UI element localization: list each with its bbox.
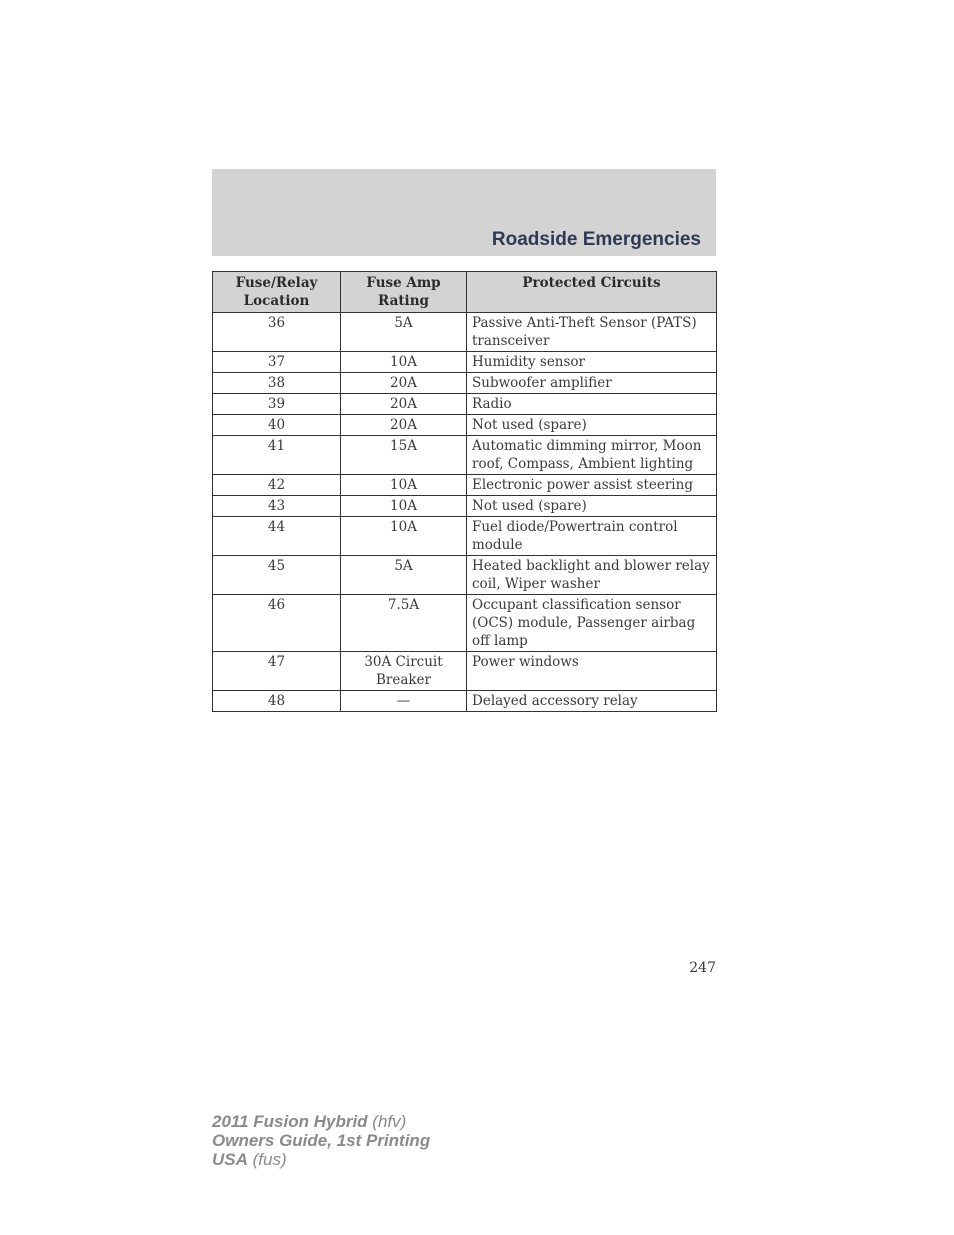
protected-circuits-cell: Not used (spare) (467, 415, 717, 436)
fuse-rating-cell: 15A (341, 436, 467, 475)
fuse-rating-cell: 10A (341, 475, 467, 496)
fuse-location-cell: 46 (213, 595, 341, 652)
fuse-location-cell: 48 (213, 691, 341, 712)
table-row (213, 556, 717, 595)
table-row (213, 436, 717, 475)
fuse-rating-cell: 10A (341, 517, 467, 556)
protected-circuits-cell: Subwoofer amplifier (467, 373, 717, 394)
table-header-row (213, 272, 717, 313)
fuse-rating-cell: 5A (341, 556, 467, 595)
footer-region: USA (212, 1150, 248, 1169)
footer-line-3 (212, 1150, 430, 1169)
fuse-location-cell: 44 (213, 517, 341, 556)
table-row (213, 352, 717, 373)
fuse-location-cell: 43 (213, 496, 341, 517)
fuse-location-cell: 42 (213, 475, 341, 496)
footer-region-code: (fus) (252, 1150, 287, 1169)
protected-circuits-cell: Passive Anti-Theft Sensor (PATS) transceiver (467, 313, 717, 352)
fuse-rating-cell: 7.5A (341, 595, 467, 652)
table-row (213, 595, 717, 652)
table-row (213, 313, 717, 352)
footer-line-2 (212, 1131, 430, 1150)
fuse-location-cell: 36 (213, 313, 341, 352)
footer-model: 2011 Fusion Hybrid (212, 1112, 368, 1131)
table-body (213, 313, 717, 712)
protected-circuits-cell: Not used (spare) (467, 496, 717, 517)
fuse-rating-cell: — (341, 691, 467, 712)
column-header-rating: Fuse Amp Rating (341, 272, 467, 313)
protected-circuits-cell: Humidity sensor (467, 352, 717, 373)
protected-circuits-cell: Delayed accessory relay (467, 691, 717, 712)
protected-circuits-cell: Occupant classification sensor (OCS) module, Passenger airbag off lamp (467, 595, 717, 652)
footer-guide: Owners Guide, 1st Printing (212, 1131, 431, 1150)
protected-circuits-cell: Automatic dimming mirror, Moon roof, Compass, Ambient lighting (467, 436, 717, 475)
fuse-location-cell: 39 (213, 394, 341, 415)
fuse-rating-cell: 10A (341, 352, 467, 373)
fuse-rating-cell: 20A (341, 415, 467, 436)
protected-circuits-cell: Heated backlight and blower relay coil, Wiper washer (467, 556, 717, 595)
footer-model-code: (hfv) (372, 1112, 407, 1131)
fuse-location-cell: 47 (213, 652, 341, 691)
protected-circuits-cell: Electronic power assist steering (467, 475, 717, 496)
table-row (213, 373, 717, 394)
fuse-location-cell: 37 (213, 352, 341, 373)
table-row (213, 475, 717, 496)
protected-circuits-cell: Radio (467, 394, 717, 415)
fuse-rating-cell: 5A (341, 313, 467, 352)
fuse-location-cell: 38 (213, 373, 341, 394)
fuse-location-cell: 41 (213, 436, 341, 475)
section-header-band (212, 169, 716, 256)
table-row (213, 415, 717, 436)
footer (212, 1112, 430, 1169)
page-number: 247 (689, 960, 716, 976)
fuse-rating-cell: 20A (341, 394, 467, 415)
fuse-rating-cell: 10A (341, 496, 467, 517)
fuse-location-cell: 45 (213, 556, 341, 595)
table-row (213, 652, 717, 691)
table-row (213, 394, 717, 415)
table-row (213, 517, 717, 556)
footer-line-1 (212, 1112, 430, 1131)
fuse-location-cell: 40 (213, 415, 341, 436)
fuse-table (212, 271, 717, 712)
protected-circuits-cell: Power windows (467, 652, 717, 691)
column-header-location: Fuse/Relay Location (213, 272, 341, 313)
fuse-rating-cell: 30A Circuit Breaker (341, 652, 467, 691)
table-row (213, 496, 717, 517)
fuse-rating-cell: 20A (341, 373, 467, 394)
column-header-circuits: Protected Circuits (467, 272, 717, 313)
section-title: Roadside Emergencies (491, 229, 701, 250)
table-row (213, 691, 717, 712)
protected-circuits-cell: Fuel diode/Powertrain control module (467, 517, 717, 556)
